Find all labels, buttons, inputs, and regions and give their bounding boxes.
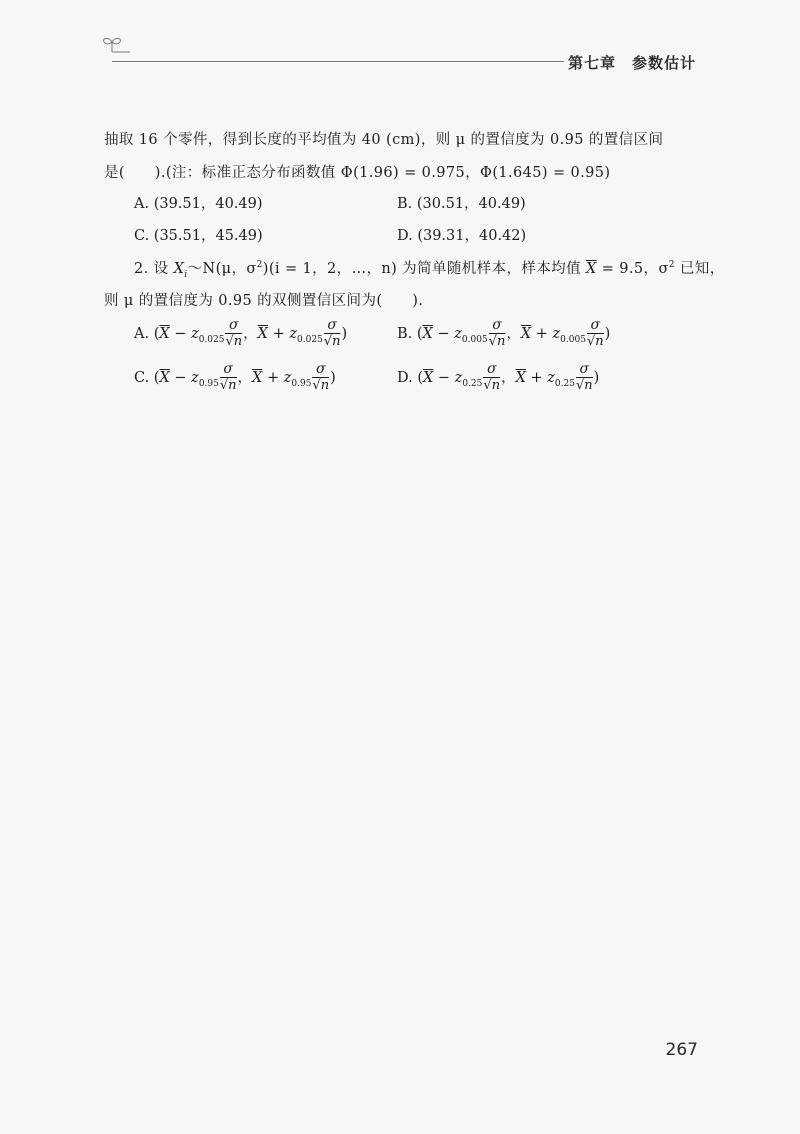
q1-line-2: 是( ).(注：标准正态分布函数值 Φ(1.96) = 0.975，Φ(1.645) = 0.95) [104,165,611,181]
q2-option-a: A. ($\overline{X} - z_{0.025}$ $\frac{\sigma}{√n}$ ，$\overline{X} + z_{0.025}$ $\frac{\sigma}{√n}$ ) [134,317,348,349]
q1-option-a: A. (39.51，40.49) [134,196,263,212]
header-rule [112,61,564,62]
q2-line-2: 则 μ 的置信度为 0.95 的双侧置信区间为( ). [104,293,424,309]
q2-option-b: B. ($\overline{X} - z_{0.005}$ $\frac{\sigma}{√n}$ ，$\overline{X} + z_{0.005}$ $\frac{\sigma}{√n}$ ) [397,317,611,349]
page-number: 267 [665,1040,698,1060]
q1-line-1: 抽取 16 个零件，得到长度的平均值为 40 (cm)，则 μ 的置信度为 0.95 的置信区间 [104,132,664,148]
q1-option-b: B. (30.51，40.49) [397,196,526,212]
q1-option-c: C. (35.51，45.49) [134,228,263,244]
sprout-decoration-icon [100,34,130,54]
q2-option-d: D. ($\overline{X} - z_{0.25}$ $\frac{\sigma}{√n}$ ，$\overline{X} + z_{0.25}$ $\frac{\sigma}{√n}$ ) [397,361,600,393]
chapter-title: 第七章 参数估计 [567,54,696,72]
q1-option-d: D. (39.31，40.42) [397,228,527,244]
q2-option-c: C. ($\overline{X} - z_{0.95}$ $\frac{\sigma}{√n}$ ，$\overline{X} + z_{0.95}$ $\frac{\sigma}{√n}$ ) [134,361,336,393]
q2-line-1: 2. 设 $X_i\sim N(\mu$，$\sigma^2)(i = 1$，2，…，n) 为简单随机样本，样本均值 $\overline{X} = 9.5$，$\sigma^2$ 已知， [134,260,725,280]
